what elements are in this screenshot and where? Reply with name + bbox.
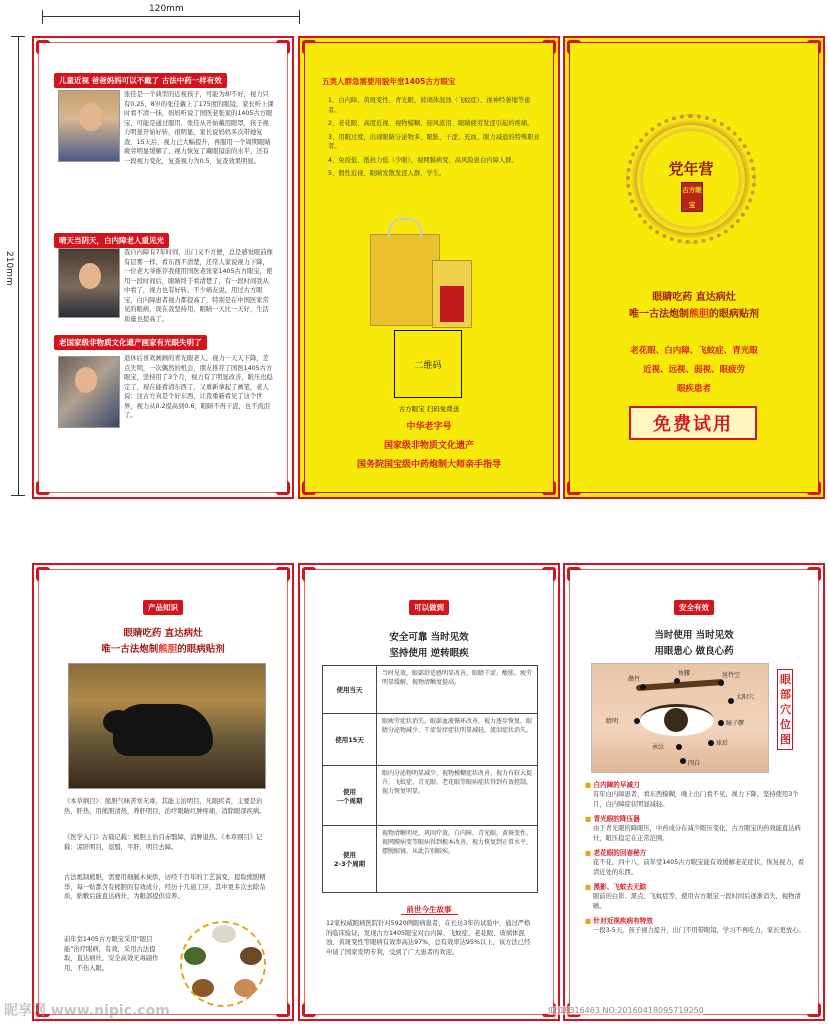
benefit-head: ■ 青光眼的降压器 [585,813,809,823]
eye-acupoint-diagram [591,663,769,773]
groups-list [328,96,542,179]
benefit-head: ■ 黑影、飞蚊去无踪 [585,881,809,891]
product-head: 产品知识 [143,600,183,615]
safety-head: 安全有效 [674,600,714,615]
brand-name: 党年营 [668,160,714,178]
red-line-2: 国家级非物质文化遗产 [383,441,474,451]
table-row [323,666,537,714]
height-label: 210mm [4,251,14,286]
height-dimension [4,36,28,496]
row-text: 当时见效，眼部舒适感明显改善，眼睛干涩、酸胀、疲劳明显缓解，视物清晰度提高。 [382,670,533,686]
group-item: 5、假性近视、眼睛发散发涩人群，学生。 [328,170,446,177]
panel-target-groups [298,36,560,499]
safety-slogan-2: 用眼患心 做良心药 [654,646,734,657]
benefit-text: 一段3-5天，孩子视力提升，出门不用带眼镜，学习不再吃力，家长更放心。 [593,927,805,934]
table-row [323,826,537,892]
benefit-text: 由于青光眼的降眼压，中药成分在减少眼压变化，古方眼宝的药效能直达病灶，眼压稳定在正常范围。 [593,825,801,842]
product-text-1: 《本草纲目》：熊胆气味苦寒无毒，其能主治明目，凡眼疾者，主要是治热、肝热，用熊胆清热，养肝明目，治疗眼睛红肿疼痛，消除眼部疾病。 [64,798,266,815]
effects-head: 可以做到 [409,600,449,615]
point-label: 四白 [688,760,701,767]
red-line-1: 中华老字号 [406,422,452,432]
product-slogan-1: 眼睛吃药 直达病灶 [123,628,203,639]
table-row [323,766,537,826]
painter-photo [58,356,120,428]
brand-sub: 古方眼宝 [681,182,703,212]
point-label: 承泣 [652,744,665,751]
testimonial-2-text: 我自内障有7年时间，出门又不方便，总是感觉眼前像有层雾一样，看东西不清楚，还常人家说视力下降，一位老大爷推荐我使用国医老张家1405古方眼宝，使用一段时间后，眼睛终于看清楚了，有一段时间我从中看了，视力也有好转，不少病友说，用过古方眼宝，白内障患者视力都提高了，特别是在中国医家常见的眼病，现在我坚持用，眼睛一天比一天好，生活质量也提高了。 [124,249,273,323]
disease-line-1: 老花眼、白内障、飞蚊症、青光眼 [630,346,758,356]
gift-bag-image [370,216,485,344]
herb-circle-image [180,921,266,1007]
width-dimension [42,6,300,22]
brand-seal [626,114,756,244]
child-photo [58,90,120,162]
table-row [323,714,537,766]
panel-testimonials [32,36,294,499]
point-label: 球后 [716,740,729,747]
testimonial-1-text: 张佳是一个典型的近视孩子，可能为却不好，视力只有0.25，8岁的张佳戴上了175度的眼镜，家长听上课时看不清一抹，妈妈听说了国医老张家的1405古方眼宝，可能是通过服用，张佳从开始戴用眼罩，孩子视力明显开始好转，很明显，家长说妈妈多次带她复查，15天后，视力已大幅提升，再服用一个周期眼睛疲劳明显缓解了，视力恢复了戴眼镜前的水平，还有一段视力变化，复查视力为0.5，复查效果明显。 [124,91,274,165]
row-label: 使用15天 [323,714,377,765]
disease-line-3: 眼疾患者 [676,384,711,394]
group-item: 4、免疫低、抵抗力低（少眼），视网膜病变、高风险患白内障人群。 [328,156,518,164]
group-item: 3、用眼过度，出现眼睛分泌物多、眼胀、干涩、充血、眼力减退的特殊职业者。 [328,133,540,150]
product-text-3: 古法炮制熊胆，需要用细腻木炭烘，历经千百年的工艺演变，提取熊胆精华，每一贴都含有熊胆的有效成分，经历十几道工序，其中更多次去除杂质，贴敷后能直达病灶，为眼部提供营养。 [64,874,266,900]
qr-code[interactable] [394,330,462,398]
red-line-3: 国务院国宝级中药炮制大师亲手指导 [356,460,501,470]
testimonial-1-head: 儿童近视 爸爸妈妈可以不戴了 古法中药一样有效 [54,73,227,88]
panel-safety [563,563,825,1021]
product-text-2: 《医学入门》古载记载：熊胆主治目赤翳障，消肿退热。《本草纲目》记载：凉肝明目，退翳，平肝，明目去障。 [64,834,263,851]
effects-slogan-2: 坚持使用 逆转眼疾 [389,648,469,659]
point-label: 睛明 [606,718,619,725]
point-label: 攒竹 [628,676,641,683]
testimonial-3-head: 老国家级非物质文化遗产画家有光眼失明了 [54,335,207,350]
effects-slogan-1: 安全可靠 当时见效 [389,632,469,643]
point-label: 太阳穴 [736,694,755,701]
row-text: 眼疲劳症状消失，眼部血液循环改善，视力逐步恢复，眼睛分泌物减少，干涩发痒症状明显减轻，流泪症状消失。 [382,718,533,734]
point-label: 瞳子髎 [726,720,745,727]
group-item: 1、白内障、黄斑变性、青光眼、玻璃体混浊（飞蚊症）、视神经萎缩等患者。 [328,97,531,114]
point-label: 丝竹空 [722,672,741,679]
benefits-list [585,779,809,936]
benefit-text: 有年白内障患者，看东西模糊，晚上出门看不见，视力下降，坚持使用3个月，白内障症状明显减轻。 [593,791,799,808]
acupoint-title: 眼部穴位图 [777,669,793,750]
benefit-text: 花不花，四十八，前年堂1405古方眼宝能有效缓解老花症状，恢复视力，看清近处的东西。 [593,859,805,876]
groups-head: 五类人群急需要用貌年堂1405古方眼宝 [322,77,456,86]
row-text: 视物清晰明亮，巩固疗效，白内障、青光眼、黄斑变性、视网膜病变等眼病得到根本改善，视力恢复到正常水平，摆脱眼镜，从此告别眼疾。 [382,830,533,855]
point-label: 鱼腰 [678,670,691,677]
watermark-right: ID:18316463 NO:20160418095719250 [548,1006,704,1015]
product-text-4: 前年堂1405古方眼宝采用“眼目能”治疗眼病，有效，采用古法提取，直达病灶，安全高效无毒副作用，不伤入眼。 [64,936,159,972]
elder-photo [58,248,120,318]
row-label: 使用 2-3个周期 [323,826,377,892]
group-item: 2、老花眼、高度近视、视物模糊、迎风流泪、眼睛疲劳发涩引起的疼痛。 [328,120,534,127]
watermark-left: 昵享网 www.nipic.com [4,1003,170,1019]
testimonial-3-text: 退休后喜欢画画的青光眼老人，视力一天天下降，差点失明，一次偶然的机会，朋友推荐了国医1405古方眼宝，坚持用了3个月，视力有了明显改善，眼压也稳定了，现在能看清东西了，又重新拿起了画笔，老人说：这古方真是个好东西，让我重新看见了这个世界，视力从0.2提高到0.6，眼睛不再干涩，也不流泪了。 [124,355,273,419]
benefit-head: ■ 老花眼的回春秘方 [585,847,809,857]
disease-line-2: 近视、远视、弱视、眼疲劳 [642,365,745,375]
cover-slogan-2: 唯一古法炮制熊胆的眼病贴剂 [629,309,759,320]
panel-cover [563,36,825,499]
benefit-text: 眼前的白影、黑点、飞蚊症等，使用古方眼宝一段时间后逐渐消失，视物清晰。 [593,893,801,910]
free-trial-label: 免费试用 [653,414,733,435]
benefit-head: ■ 白内障的早减刀 [585,779,809,789]
free-trial-button[interactable] [629,406,757,440]
row-label: 使用 一个周期 [323,766,377,825]
safety-slogan-1: 当时使用 当时见效 [654,630,734,641]
row-text: 眼内分泌物明显减少，视物模糊症状改善，视力有较大提升，飞蚊症、青光眼、老花眼等眼病症状得到有效控制，视力恢复明显。 [382,770,533,795]
row-label: 使用当天 [323,666,377,713]
story-text: 12家权威眼病医院针对5920例眼病患者，在长达3年的试验中，通过严格的临床验证，发现古方1405眼宝对白内障、飞蚊症、老花眼、玻璃体混浊、黄斑变性等眼病有效率高达97%，总有效率达95%以上，该方法已经申请了国家发明专利，受到了广大患者的欢迎。 [326,920,531,956]
usage-table [322,665,538,893]
qr-caption: 古方眼宝 扫码免费送 [398,405,460,413]
panel-effects [298,563,560,1021]
bear-photo [68,663,266,789]
panel-product-knowledge [32,563,294,1021]
benefit-head: ■ 针对近视疾病有特效 [585,915,809,925]
story-head: 前世今生故事 [401,905,458,915]
width-label: 120mm [149,4,184,14]
cover-slogan-1: 眼睛吃药 直达病灶 [652,292,736,303]
qr-label: 二维码 [414,360,442,371]
product-slogan-2: 唯一古法炮制熊胆的眼病贴剂 [101,644,225,655]
testimonial-2-head: 晴天当阴天，白内障老人重见光 [54,233,169,248]
